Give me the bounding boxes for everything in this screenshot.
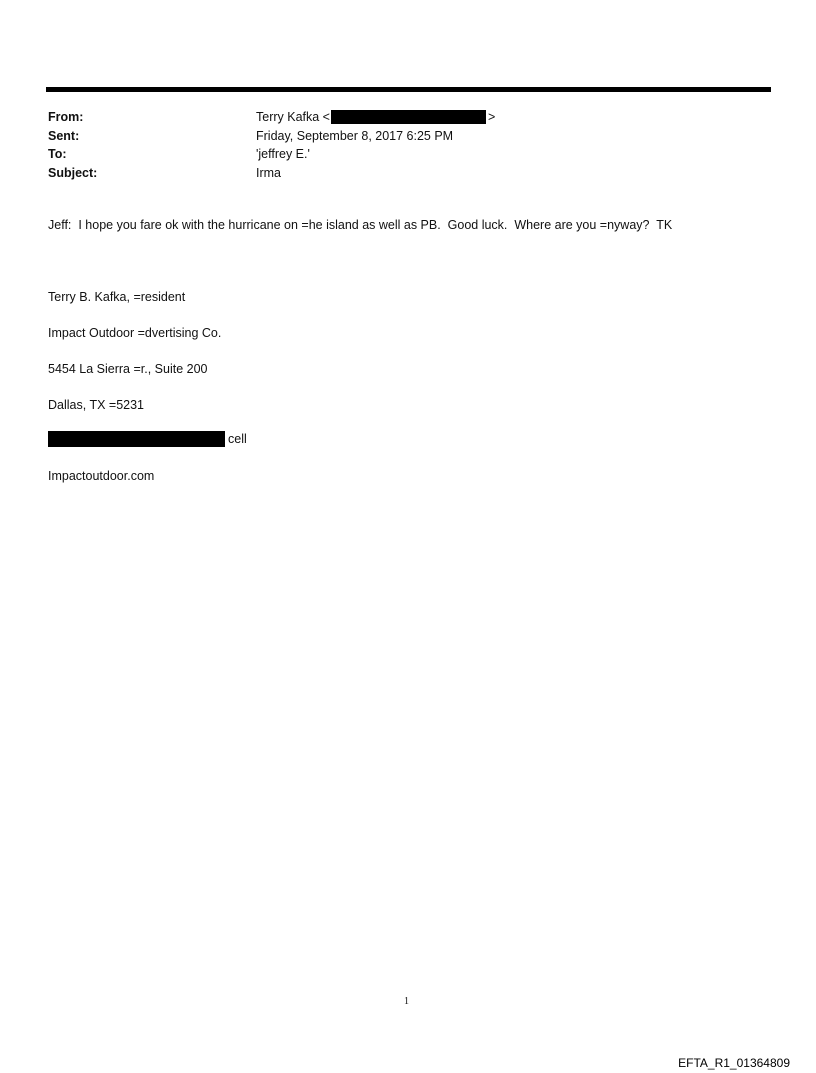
page-number: 1 <box>404 996 409 1007</box>
sent-label: Sent: <box>48 128 80 143</box>
signature-name-title: Terry B. Kafka, =resident <box>48 290 186 304</box>
subject-label: Subject: <box>48 165 98 180</box>
from-row <box>48 108 748 127</box>
header-divider <box>46 87 771 92</box>
to-value: 'jeffrey E.' <box>256 147 310 161</box>
signature-company: Impact Outdoor =dvertising Co. <box>48 326 222 340</box>
sent-value: Friday, September 8, 2017 6:25 PM <box>256 128 454 143</box>
bates-number: EFTA_R1_01364809 <box>678 1056 790 1070</box>
signature-phone <box>48 430 247 448</box>
from-label: From: <box>48 110 84 124</box>
from-name: Terry Kafka < <box>256 110 330 124</box>
sent-row <box>48 127 748 146</box>
subject-row <box>48 164 748 183</box>
email-body: Jeff: I hope you fare ok with the hurricane on =he island as well as PB. Good luck. Where are you =nyway? TK <box>48 218 673 232</box>
redacted-phone-block <box>48 431 225 447</box>
signature-city: Dallas, TX =5231 <box>48 398 145 412</box>
email-header <box>48 108 748 182</box>
phone-suffix: cell <box>228 432 247 446</box>
redacted-email-block <box>331 110 486 124</box>
to-label: To: <box>48 147 67 161</box>
from-close-bracket: > <box>488 110 496 124</box>
subject-value: Irma <box>256 165 281 180</box>
to-row <box>48 145 748 164</box>
signature-website: Impactoutdoor.com <box>48 469 155 483</box>
signature-address: 5454 La Sierra =r., Suite 200 <box>48 362 208 376</box>
from-value <box>256 108 495 126</box>
